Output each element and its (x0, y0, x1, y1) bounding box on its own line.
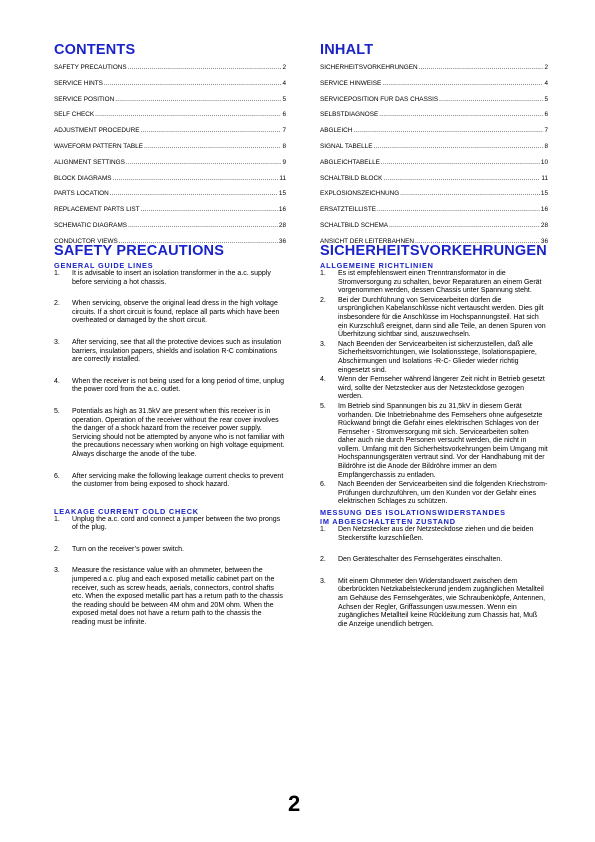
toc-entry[interactable]: CONDUCTOR VIEWS ..... 36 (54, 238, 286, 254)
toc-entry[interactable]: ALIGNMENT SETTINGS ..... 9 (54, 159, 286, 175)
safety-precautions-de (320, 243, 548, 629)
toc-entry[interactable]: SELF CHECK ..... 6 (54, 111, 286, 127)
list-item: 1. Es ist empfehlenswert einen Trenntransformator in die Stromversorgung zu schalten, bevor Reparaturen an einem Gerät vorgenommen werden, dessen Chassis unter Spannung steht. (320, 270, 542, 295)
toc-entry[interactable]: SAFETY PRECAUTIONS ..... 2 (54, 64, 286, 80)
safety-precautions-en (54, 243, 286, 628)
page-number: 2 (288, 791, 301, 816)
toc-entry[interactable]: SCHALTBILD SCHEMA ..... 28 (320, 222, 548, 238)
list-item: 1. Unplug the a.c. cord and connect a jumper between the two prongs of the plug. (54, 515, 281, 532)
toc-entry[interactable]: SCHEMATIC DIAGRAMS ..... 28 (54, 222, 286, 238)
leakage-check-list (54, 516, 286, 628)
toc-entry[interactable]: SCHALTBILD BLOCK ..... 11 (320, 175, 548, 191)
toc-entry[interactable]: SELBSTDIAGNOSE ..... 6 (320, 111, 548, 127)
list-item: 3. After servicing, see that all the protective devices such as insulation barriers, insulation papers, shields and isolation R-C combinations are correctly installed. (54, 338, 282, 364)
contents-en (54, 42, 286, 254)
toc-entry[interactable]: BLOCK DIAGRAMS ..... 11 (54, 175, 286, 191)
list-item: 5. Potentials as high as 31.5kV are present when this receiver is in operation. Operation of the receiver without the rear cover involves the danger of a shock hazard from the receiver power supply. Servicing should not be attempted by anyone who is not familiar with the precautions necessary when working on high voltage equipment. Always discharge the anode of the tube. (54, 407, 285, 458)
toc-entry[interactable]: REPLACEMENT PARTS LIST ..... 16 (54, 206, 286, 222)
list-item: 4. When the receiver is not being used for a long period of time, unplug the power cord from the a.c. outlet. (54, 377, 285, 394)
list-item: 2. Den Geräteschalter des Fernsehgerätes einschalten. (320, 556, 503, 564)
subsection-heading: ALLGEMEINE RICHTLINIEN (320, 261, 434, 270)
toc-entry[interactable]: PARTS LOCATION ..... 15 (54, 190, 286, 206)
toc-entry[interactable]: SICHERHEITSVORKEHRUNGEN ..... 2 (320, 64, 548, 80)
contents-list-de (320, 64, 548, 254)
subsection-heading: IM ABGESCHALTETEN ZUSTAND (320, 517, 456, 527)
subsection-heading: LEAKAGE CURRENT COLD CHECK (54, 506, 199, 516)
subsection-heading: GENERAL GUIDE LINES (54, 261, 154, 270)
section-title: SAFETY PRECAUTIONS (54, 243, 225, 259)
toc-entry[interactable]: ADJUSTMENT PROCEDURE ..... 7 (54, 127, 286, 143)
toc-entry[interactable]: SERVICE HINWEISE ..... 4 (320, 80, 548, 96)
list-item: 1. It is advisable to insert an isolation transformer in the a.c. supply before servicing a hot chassis. (54, 270, 271, 286)
general-guidelines-list (54, 270, 286, 490)
list-item: 4. Wenn der Fernseher während längerer Zeit nicht in Betrieb gesetzt wird, sollte der Netzstecker aus der Netzsteckdose gezogen werden. (320, 376, 545, 401)
list-item: 2. Bei der Durchführung von Servicearbeiten dürfen die ursprünglichen Kabelanschlüsse nicht vertauscht werden. Dies gilt insbesondere für die Anschlüsse im Hochspannungsteil. Hat sich ein Kurzschluß ereignet, dann sind alle Teile, an denen Spuren von Überhitzung sichtbar sind, auszuwechseln. (320, 296, 546, 339)
toc-entry[interactable]: WAVEFORM PATTERN TABLE ..... 8 (54, 143, 286, 159)
list-item: 6. Nach Beenden der Servicearbeiten sind die folgenden Kriechstrom-Prüfungen durchzuführen, um den Kunden vor der Gefahr eines elektrischen Schlages zu schützen. (320, 481, 548, 506)
inhalt-title: INHALT (320, 42, 374, 58)
toc-entry[interactable]: ANSICHT DER LEITERBAHNEN ..... 36 (320, 238, 548, 254)
toc-entry[interactable]: ERSATZTEILLISTE ..... 16 (320, 206, 548, 222)
toc-entry[interactable]: EXPLOSIONSZEICHNUNG ..... 15 (320, 190, 548, 206)
list-item: 2. When servicing, observe the original lead dress in the high voltage circuits. If a short circuit is found, replace all parts which have been overheated or damaged by the short circuit. (54, 300, 280, 325)
toc-entry[interactable]: ABGLEICHTABELLE ..... 10 (320, 159, 548, 175)
list-item: 5. Im Betrieb sind Spannungen bis zu 31,5kV in diesem Gerät vorhanden. Die Inbetriebnahme des Fernsehers ohne aufgesetzte Rückwand bringt die Gefahr eines elektrischen Schlages von der Fernseher - Stromversorgung mit sich. Servicearbeiten solten daher auch nie durch Personen versucht werden, die nicht in vollem. Umfang mit den Sicherheitsvorkehrungen beim Umgang mit Hochspannungsgeräten vertraut sind. Vor der Handhabung mit der Bildröhre ist die Anode der Bildröhre immer an dem Empfängerchassis zu entladen. (320, 402, 548, 479)
toc-entry[interactable]: SERVICE HINTS ..... 4 (54, 80, 286, 96)
subsection-heading: MESSUNG DES ISOLATIONSWIDERSTANDES (320, 508, 506, 518)
list-item: 6. After servicing make the following leakage current checks to prevent the customer from being exposed to shock hazard. (54, 472, 284, 489)
toc-entry[interactable]: SERVICEPOSITION FÜR DAS CHASSIS ..... 5 (320, 96, 548, 112)
general-guidelines-list (320, 270, 548, 507)
contents-title: CONTENTS (54, 42, 136, 58)
contents-list-en (54, 64, 286, 254)
toc-entry[interactable]: SIGNAL TABELLE ..... 8 (320, 143, 548, 159)
list-item: 3. Measure the resistance value with an ohmmeter, between the jumpered a.c. plug and each exposed metallic cabinet part on the receiver, such as screw heads, aerials, connectors, control shafts etc. When the exposed metallic part has a return path to the chassis the reading should be between 4M ohm and 20M ohm. When the exposed metal does not have a return path to the chassis the reading must be infinite. (54, 567, 283, 627)
toc-entry[interactable]: SERVICE POSITION ..... 5 (54, 96, 286, 112)
list-item: 3. Mit einem Ohmmeter den Widerstandswert zwischen dem überbrückten Netzkabelsteckerund jendem zugänglichen Metallteil am Gehäuse des Fernsehgerätes, wie Schraubenköpfe, Antennen, Achsen der Regler, Griffassungen usw.messen. Wenn ein zugängliches Metallteil keine Rückleitung zum Chassis hat, Muß die Anzeige unendlich betrgen. (320, 577, 546, 628)
toc-entry[interactable]: ABGLEICH ..... 7 (320, 127, 548, 143)
list-item: 3. Nach Beenden der Servicearbeiten ist sicherzustellen, daß alle Sicherheitsvorrichtungen, wie Isolationsstege, Isolationspapiere, Abschirmungen und Isolations -R-C- Glieder wieder richtig eingesetzt sind. (320, 340, 537, 374)
section-title: SICHERHEITSVORKEHRUNGEN (320, 243, 547, 259)
leakage-check-list (320, 526, 548, 629)
contents-de (320, 42, 548, 254)
list-item: 2. Turn on the receiver’s power switch. (54, 545, 184, 553)
list-item: 1. Den Netzstecker aus der Netzsteckdose ziehen und die beiden Steckerstifte kurzschließen. (320, 526, 534, 542)
